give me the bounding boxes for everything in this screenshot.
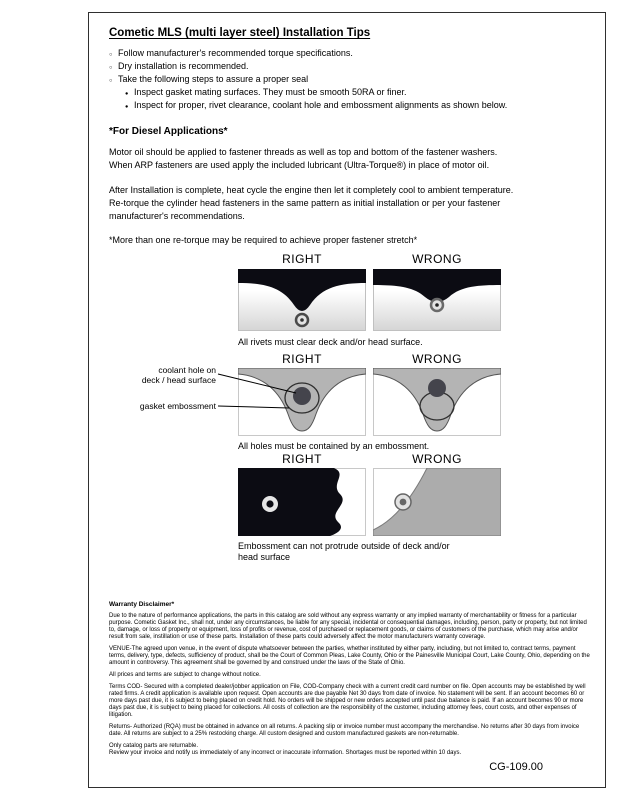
deck-shape (238, 468, 343, 536)
page-title: Cometic MLS (multi layer steel) Installation Tips (109, 27, 371, 39)
legal-paragraph: Due to the nature of performance applications, the parts in this catalog are sold without any express warranty or any implied warranty of merchantability or fitness for a particular purpose. Cometic Gasket Inc., shall not, under any circumstances, be liable for any special, incidental or consequential damages, including, person, party or property, but not limited to, damage, or loss of property or equipment, loss of profits or revenue, cost of purchased or replacement goods, or claims of customers of the purchase, which may arise and/or result from sale, instillation or use of these parts. Installation of these parts could adversely affect the motor manufacturers warranty coverage. (109, 613, 587, 640)
coolant-hole-label-line1: coolant hole on (158, 365, 216, 375)
gasket-embossment-label: gasket embossment (139, 401, 216, 411)
rivet-clearance-right-figure (238, 269, 366, 331)
retorque-note: *More than one re-torque may be required to achieve proper fastener stretch* (109, 235, 418, 245)
sub-tip-item: ● Inspect gasket mating surfaces. They must be smooth 50RA or finer. (125, 86, 591, 99)
row1-caption: All rivets must clear deck and/or head surface. (238, 337, 423, 347)
diagrams-section (109, 253, 593, 585)
diesel-paragraph-2: After Installation is complete, heat cycle the engine then let it completely cool to ambient temperature. Re-torque the cylinder head fasteners in the same pattern as initial installation or per your fastener manufacturer's recommendations. (109, 185, 514, 221)
warranty-disclaimer-heading: Warranty Disclaimer* (109, 601, 175, 608)
row2-wrong-header: WRONG (412, 352, 462, 366)
tip-item: ○ Dry installation is recommended. (109, 60, 591, 73)
row3-right-header: RIGHT (282, 452, 322, 466)
coolant-hole-annotation (109, 365, 216, 385)
gasket-embossment-annotation (109, 401, 216, 411)
row1-wrong-header: WRONG (412, 252, 462, 266)
sub-tips-list (125, 86, 591, 112)
row1-right-header: RIGHT (282, 252, 322, 266)
diesel-paragraph-1: Motor oil should be applied to fastener threads as well as top and bottom of the fastener washers. When ARP fasteners are used apply the included lubricant (Ultra-Torque®) in place of motor oil. (109, 147, 498, 170)
legal-paragraph: Only catalog parts are returnable. (109, 743, 199, 749)
coolant-hole-label-line2: deck / head surface (141, 375, 216, 385)
row3-wrong-header: WRONG (412, 452, 462, 466)
legal-paragraph: VENUE-The agreed upon venue, in the event of dispute whatsoever between the parties, whether instituted by either party, including, but not limited to, contract terms, payment terms, delivery, type, defects, sufficiency of product, shall be the Court of Common Pleas, Lake County, Ohio or the Painesville Municipal Court, Lake County, Ohio, depending on the amount in controversy. This agreement shall be governed by and construed under the laws of the State of Ohio. (109, 646, 590, 666)
coolant-hole-wrong-figure (373, 368, 501, 436)
row3-caption: Embossment can not protrude outside of deck and/or head surface (238, 541, 450, 562)
rivet-center (435, 303, 439, 307)
warranty-disclaimer-section (109, 601, 593, 757)
embossment-ring-center (266, 500, 273, 507)
page-code: CG-109.00 (489, 761, 543, 773)
coolant-hole (293, 387, 311, 405)
tip-item: ○ Follow manufacturer's recommended torque specifications. (109, 47, 591, 60)
rivet-clearance-wrong-figure (373, 269, 501, 331)
page-frame (88, 12, 606, 788)
diesel-applications-heading: *For Diesel Applications* (109, 126, 228, 137)
tips-list (109, 47, 591, 86)
sub-tip-item: ● Inspect for proper, rivet clearance, coolant hole and embossment alignments as shown below. (125, 99, 591, 112)
coolant-hole (428, 379, 446, 397)
row2-right-header: RIGHT (282, 352, 322, 366)
rivet-center (300, 318, 304, 322)
coolant-hole-right-figure (238, 368, 366, 436)
row2-caption: All holes must be contained by an embossment. (238, 441, 430, 451)
embossment-wrong-figure (373, 468, 501, 536)
embossment-right-figure (238, 468, 366, 536)
legal-paragraph: Terms COD- Secured with a completed dealer/jobber application on File, COD-Company check with a current credit card number on file. Open accounts may be established by well rated firms. A credit application is available upon request. Open accounts are due payable Net 30 days from date of invoice. No statement will be sent. If an account becomes 60 or more days past due, it is subject to being placed on credit hold. No orders will be shipped or new orders accepted until past due balance is paid. If an account becomes 90 or more days past due, it is subject to being placed for collections. All costs of collection are the responsibility of the customer, including attorney fees, court costs, and other expenses of litigation. (109, 684, 586, 718)
embossment-ring-center (400, 499, 407, 506)
tip-item: ○ Take the following steps to assure a proper seal (109, 73, 591, 86)
legal-paragraph: Review your invoice and notify us immediately of any incorrect or inaccurate information. Shortages must be reported within 10 days. (109, 750, 462, 756)
legal-paragraph: All prices and terms are subject to change without notice. (109, 672, 261, 678)
legal-paragraph: Returns- Authorized (RQA) must be obtained in advance on all returns. A packing slip or invoice number must accompany the merchandise. No returns after 30 days from invoice date. All returns are subject to a 25% restocking charge. All custom designed and custom manufactured gaskets are non-returnable. (109, 724, 580, 737)
